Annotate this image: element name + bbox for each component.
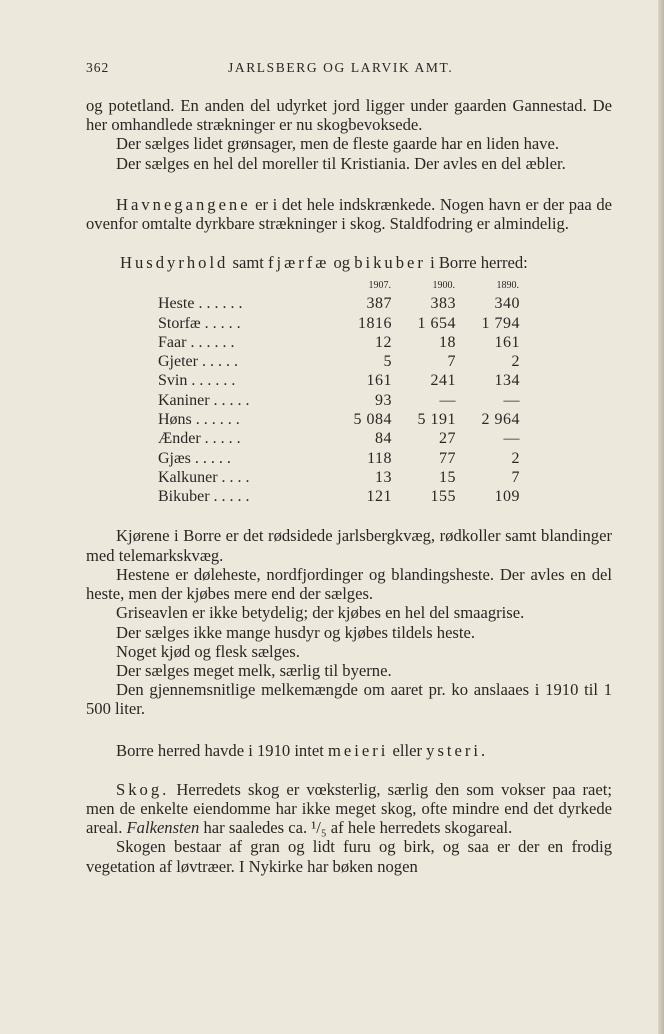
havnegangene-text: er i det hele indskrænkede. Nogen havn er der paa de ovenfor omtalte dyrkbare strækninger i skog. Staldfodring er almindelig.	[86, 194, 612, 234]
skog-falkensten: Falkensten	[126, 818, 200, 838]
animal-name: Ænder	[158, 430, 201, 448]
leader-dots: . . . . .	[200, 314, 241, 332]
value-1900: 7	[447, 353, 456, 371]
animal-name: Storfæ	[158, 314, 201, 332]
table-row	[158, 449, 520, 468]
livestock-table	[158, 279, 520, 506]
table-row	[158, 371, 520, 390]
leader-dots: . . . .	[217, 468, 250, 486]
table-row	[158, 391, 520, 410]
livestock-rows	[158, 294, 520, 506]
value-1900: 77	[439, 449, 456, 467]
heading-og: og	[329, 253, 355, 273]
row-name	[158, 449, 328, 468]
year-1900: 1900.	[432, 280, 455, 292]
havnegangene-lead: Havnegangene	[116, 194, 251, 214]
animal-name: Kaniner	[158, 391, 210, 409]
value-1900: 241	[430, 372, 456, 390]
leader-dots: . . . . .	[197, 353, 238, 371]
leader-dots: . . . . .	[190, 449, 231, 467]
value-1890: 134	[494, 372, 520, 390]
paragraph-husdyr: Der sælges ikke mange husdyr og kjøbes tildels heste.	[116, 622, 476, 642]
row-name	[158, 371, 328, 390]
leader-dots: . . . . . .	[194, 295, 243, 313]
heading-borre: i Borre herred:	[425, 253, 528, 273]
table-row	[158, 333, 520, 352]
paragraph-kjorene: Kjørene i Borre er det rødsidede jarlsbergkvæg, rødkoller samt blandinger med telemarkskvæg.	[86, 526, 612, 565]
value-1900: 15	[439, 468, 456, 486]
year-1890: 1890.	[496, 280, 519, 292]
leader-dots: . . . . . .	[186, 333, 235, 351]
value-1890: 340	[494, 295, 520, 313]
value-1900: 1 654	[417, 314, 456, 332]
value-1900: 27	[439, 430, 456, 448]
paragraph-skog	[86, 780, 612, 838]
value-1907: 5 084	[353, 411, 392, 428]
value-1907: 93	[375, 391, 392, 409]
animal-name: Heste	[158, 295, 195, 313]
table-row	[158, 314, 520, 333]
animal-name: Faar	[158, 333, 187, 351]
value-1890: 161	[494, 333, 520, 351]
table-row	[158, 487, 520, 506]
book-page	[86, 60, 612, 876]
heading-bikuber: bikuber	[354, 253, 426, 273]
row-name	[158, 352, 328, 371]
value-1907: 5	[383, 353, 392, 371]
value-1890: 2 964	[481, 411, 520, 428]
row-name	[158, 468, 328, 487]
animal-name: Svin	[158, 372, 188, 390]
meieri-text-e: .	[481, 740, 486, 760]
running-title: JARLSBERG OG LARVIK AMT.	[228, 60, 454, 75]
value-1900: 155	[430, 488, 456, 506]
table-row	[158, 468, 520, 487]
value-1890: 2	[511, 353, 520, 371]
paragraph-gronsager: Der sælges lidet grønsager, men de fleste gaarde har en liden have.	[116, 134, 560, 154]
heading-husdyrhold: Husdyrhold	[120, 253, 229, 273]
value-1907: 13	[375, 468, 392, 486]
value-1907: 1816	[358, 314, 392, 332]
paragraph-havnegangene	[86, 195, 612, 233]
table-row	[158, 429, 520, 448]
page-edge	[658, 0, 664, 1034]
meieri-word: meieri	[327, 740, 389, 760]
ysteri-word: ysteri	[426, 740, 482, 760]
skog-lead: Skog.	[116, 779, 170, 799]
meieri-text-c: eller	[388, 740, 427, 760]
animal-name: Høns	[158, 411, 192, 428]
value-1907: 121	[366, 488, 392, 506]
value-1890: 7	[511, 468, 520, 486]
meieri-text-a: Borre herred havde i 1910 intet	[116, 740, 328, 760]
leader-dots: . . . . .	[209, 488, 250, 506]
year-header-row	[158, 279, 520, 294]
paragraph-meieri	[86, 741, 612, 760]
heading-samt: samt	[228, 253, 268, 273]
paragraph-melk: Der sælges meget melk, særlig til byerne.	[116, 660, 392, 680]
value-1907: 84	[375, 430, 392, 448]
leader-dots: . . . . . .	[187, 372, 236, 390]
animal-name: Gjæs	[158, 449, 191, 467]
skog-text-a: Herredets skog er vœksterlig, særlig den som vokser paa raet; men de enkelte eiendomme har ikke meget skog, ofte mindre end det dyrkede areal.	[86, 779, 612, 838]
value-1907: 387	[366, 295, 392, 313]
paragraph-hestene: Hestene er døleheste, nordfjordinger og blandingsheste. Der avles en del heste, men der kjøbes mere end der sælges.	[86, 564, 612, 604]
value-1907: 12	[375, 333, 392, 351]
page-header	[86, 60, 612, 82]
leader-dots: . . . . .	[200, 430, 241, 448]
table-row	[158, 410, 520, 429]
animal-name: Gjeter	[158, 353, 198, 371]
value-1890: —	[503, 430, 520, 448]
value-1907: 118	[367, 449, 392, 467]
paragraph-kjod: Noget kjød og flesk sælges.	[116, 641, 300, 661]
table-row	[158, 352, 520, 371]
leader-dots: . . . . . .	[191, 411, 240, 428]
table-heading	[120, 253, 612, 273]
row-name	[158, 487, 328, 506]
value-1900: 18	[439, 333, 456, 351]
row-name	[158, 410, 328, 429]
name-col-header	[158, 279, 328, 294]
value-1900: 5 191	[417, 411, 456, 428]
value-1890: 109	[494, 488, 520, 506]
paragraph-griseavlen: Griseavlen er ikke betydelig; der kjøbes en hel del smaagrise.	[116, 603, 525, 623]
animal-name: Kalkuner	[158, 468, 218, 486]
paragraph-potetland: og potetland. En anden del udyrket jord ligger under gaarden Gannestad. De her omhandlede strækninger er nu skogbevoksede.	[86, 96, 612, 135]
page-number: 362	[86, 60, 110, 75]
row-name	[158, 314, 328, 333]
row-name	[158, 391, 328, 410]
value-1900: —	[439, 391, 456, 409]
value-1900: 383	[430, 295, 456, 313]
heading-fjaerfae: fjærfæ	[268, 253, 330, 273]
skog-text-b: har saaledes ca. ¹/₅ af hele herredets skogareal.	[199, 818, 513, 838]
animal-name: Bikuber	[158, 488, 210, 506]
row-name	[158, 333, 328, 352]
year-1907: 1907.	[368, 280, 391, 292]
value-1890: 2	[511, 449, 520, 467]
paragraph-melkemaengde: Den gjennemsnitlige melkemængde om aaret pr. ko anslaaes i 1910 til 1 500 liter.	[86, 680, 612, 719]
paragraph-moreller: Der sælges en hel del moreller til Kristiania. Der avles en del æbler.	[116, 153, 566, 173]
value-1907: 161	[366, 372, 392, 390]
table-row	[158, 294, 520, 313]
value-1890: 1 794	[481, 314, 520, 332]
row-name	[158, 294, 328, 313]
row-name	[158, 429, 328, 448]
value-1890: —	[503, 391, 520, 409]
paragraph-skogen: Skogen bestaar af gran og lidt furu og birk, og saa er der en frodig vegetation af løvtræer. I Nykirke har bøken nogen	[86, 837, 612, 876]
leader-dots: . . . . .	[209, 391, 250, 409]
